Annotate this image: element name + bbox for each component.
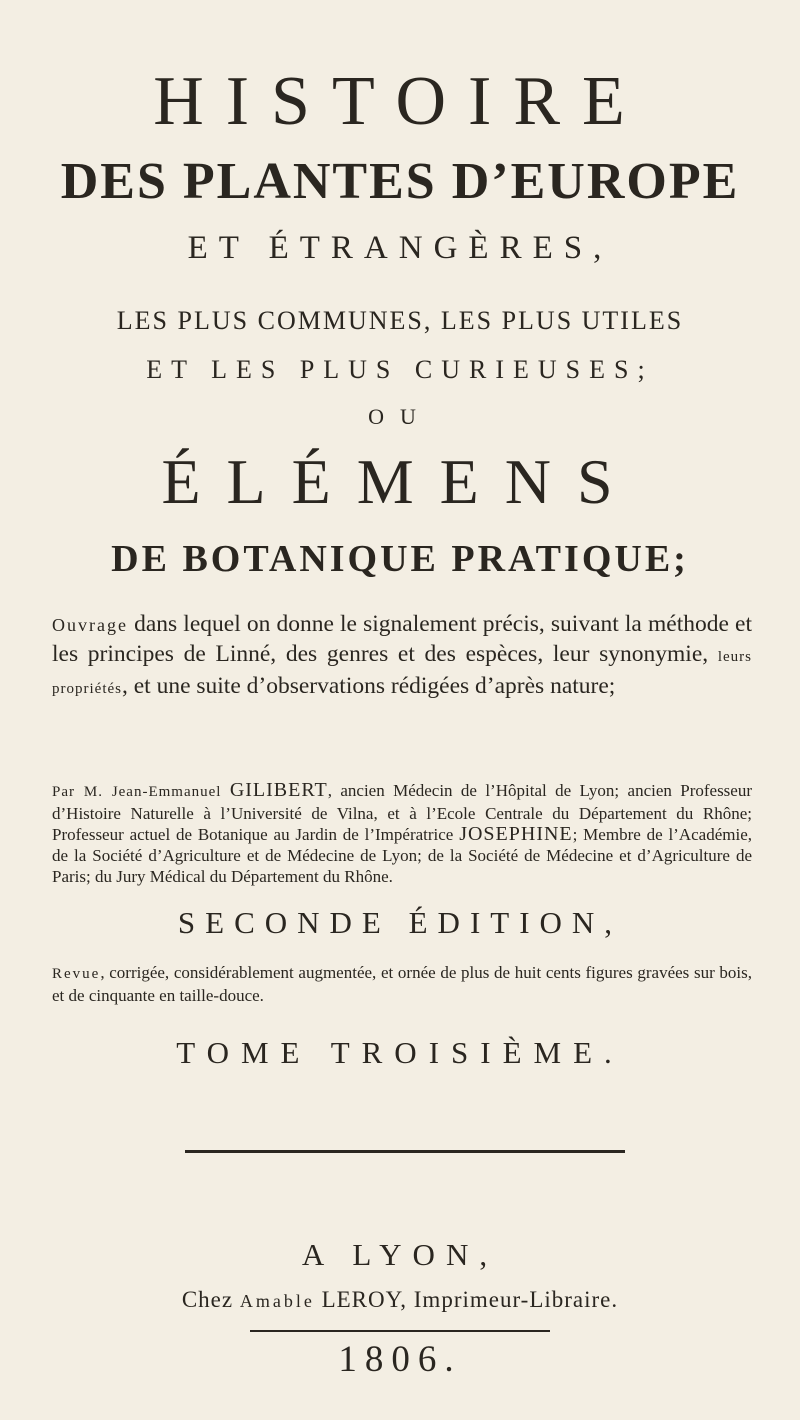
title-botanique-pratique: DE BOTANIQUE PRATIQUE; <box>111 538 689 580</box>
work-description <box>52 610 752 704</box>
author-text-a: , ancien Médecin de l’Hôpital de Lyon; ancien Professeur d’Histoire Naturelle à l’Université de Vilna, et à l’Ecole Centrale du Département du Rhône; Professeur actuel de Botanique au Jardin de l’Impératrice <box>52 781 753 844</box>
volume-heading: TOME TROISIÈME. <box>176 1035 624 1070</box>
edition-heading: SECONDE ÉDITION, <box>177 905 623 940</box>
title-curieuses: ET LES PLUS CURIEUSES; <box>146 355 654 384</box>
title-ou: OU <box>368 404 432 429</box>
title-elemens: ÉLÉMENS <box>161 446 639 517</box>
author-name: GILIBERT <box>229 779 328 801</box>
title-histoire: HISTOIRE <box>153 63 647 140</box>
imprint-city: A LYON, <box>301 1237 499 1272</box>
author-block <box>52 780 752 887</box>
description-lead: Ouvrage <box>52 615 128 635</box>
revision-text: , corrigée, considérablement augmentée, et ornée de plus de huit cents figures gravées sur bois, et de cinquante en taille-douce. <box>52 963 752 1005</box>
author-lead: Par M. Jean-Emmanuel <box>52 784 222 800</box>
author-empress: JOSEPHINE <box>459 823 573 845</box>
author-text-b: ; Membre de l’Académie, de la Société d’Agriculture et de Médecine de Lyon; de la Société de Médecine et d’Agriculture de Paris; du Jury Médical du Département du Rhône. <box>52 825 752 886</box>
imprint-printer <box>0 1287 800 1313</box>
divider-rule <box>185 1150 625 1153</box>
title-plantes-europe: DES PLANTES D’EUROPE <box>60 153 740 210</box>
revision-note <box>52 962 752 1006</box>
revision-lead: Revue <box>52 966 101 982</box>
description-caps: leurs propriétés <box>52 649 752 697</box>
imprint-year: 1806. <box>338 1339 462 1380</box>
title-etrangeres: ET ÉTRANGÈRES, <box>187 230 613 266</box>
imprint-rule <box>250 1330 550 1332</box>
title-communes-utiles: LES PLUS COMMUNES, LES PLUS UTILES <box>116 306 684 335</box>
imprint-printer-first: Amable <box>239 1291 315 1311</box>
description-text-b: , et une suite d’observations rédigées d’après nature; <box>121 673 616 699</box>
description-text-a: dans lequel on donne le signalement précis, suivant la méthode et les principes de Linné, des genres et des espèces, leur synonymie, <box>52 611 752 667</box>
imprint-printer-last: LEROY, Imprimeur-Libraire. <box>314 1287 619 1312</box>
imprint-chez: Chez <box>181 1287 240 1312</box>
